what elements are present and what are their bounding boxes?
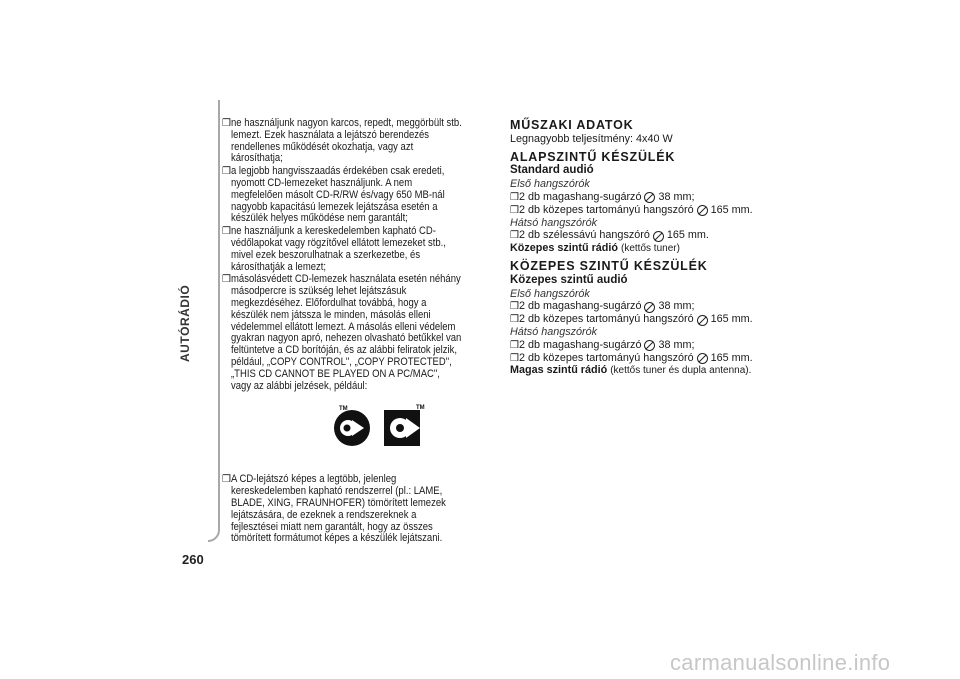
copy-protected-logo-right [378, 402, 426, 450]
checkbox-bullet-icon: ❒ [510, 204, 519, 216]
section-title-kozep: KÖZEPES SZINTŰ KÉSZÜLÉK [510, 258, 708, 273]
side-section-title: AUTÓRÁDIÓ [178, 284, 192, 362]
list-item: ❒ ne használjunk nagyon karcos, repedt, meggörbült stb. lemezt. Ezek használata a lejátszó berendezés rendellenes működését okozhatja, vagy azt károsíthatja; [222, 117, 462, 165]
checkbox-bullet-icon: ❒ [510, 230, 519, 242]
diameter-icon [653, 231, 664, 242]
front-speakers-label: Első hangszórók [510, 287, 590, 300]
diameter-icon [697, 205, 708, 216]
spec-row: ❒ 2 db szélessávú hangszóró 165 mm. [510, 229, 709, 242]
list-item: ❒ A CD-lejátszó képes a legtöbb, jelenleg kereskedelemben kapható rendszerrel (pl.: LAME, BLADE, XING, FRAUNHOFER) tömörített lemezek lejátszására, de ezeknek a rendszereknek a fejlesztései miatt nem garantált, hogy az összes tömörített formátumot képes a készülék lejátszani. [222, 473, 446, 545]
rear-speakers-label: Hátsó hangszórók [510, 216, 598, 229]
spec-row: ❒ 2 db közepes tartományú hangszóró 165 mm. [510, 313, 753, 326]
spec-row: ❒ 2 db közepes tartományú hangszóró 165 mm. [510, 203, 753, 216]
watermark: carmanualsonline.info [670, 650, 891, 675]
checkbox-bullet-icon: ❒ [222, 166, 231, 178]
checkbox-bullet-icon: ❒ [222, 474, 231, 486]
right-column [510, 114, 760, 383]
checkbox-bullet-icon: ❒ [510, 191, 519, 203]
spec-row: ❒ 2 db magashang-sugárzó 38 mm; [510, 300, 695, 313]
spec-row: ❒ 2 db magashang-sugárzó 38 mm; [510, 338, 695, 351]
checkbox-bullet-icon: ❒ [222, 118, 231, 129]
trademark-label: TM [416, 405, 425, 412]
trademark-label: TM [339, 406, 348, 413]
list-item: ❒ ne használjunk a kereskedelemben kapható CD-védőlapokat vagy rögzítővel ellátott lemezeket stb., mivel ezek beszorulhatnak a szerkezetbe, és károsíthatják a lemezt; [222, 225, 446, 273]
front-speakers-label: Első hangszórók [510, 178, 590, 191]
spec-row: ❒ 2 db magashang-sugárzó 38 mm; [510, 190, 695, 203]
max-power-text: Legnagyobb teljesítmény: 4x40 W [510, 132, 673, 145]
checkbox-bullet-icon: ❒ [222, 274, 231, 286]
section-title-muszaki: MŰSZAKI ADATOK [510, 118, 634, 132]
audio-level-title: Standard audió [510, 164, 594, 177]
audio-level-title: Közepes szintű audió [510, 273, 628, 286]
radio-level: Közepes szintű rádió (kettős tuner) [510, 242, 680, 255]
diameter-icon [644, 192, 655, 203]
checkbox-bullet-icon: ❒ [222, 226, 231, 238]
list-item: ❒ másolásvédett CD-lemezek használata esetén néhány másodpercre is szükség lehet lejátszásuk megkezdéséhez. Előfordulhat továbbá, hogy a készülék nem játssza le minden, másolás elleni védelemmel ellátott lemezt. A másolás elleni védelem gyakran nagyon apró, nehezen olvasható betűkkel van feltüntetve a CD borítóján, és az alábbi feliratok jelzik, például, „COPY CONTROL", „COPY PROTECTED", „THIS CD CANNOT BE PLAYED ON A PC/MAC", vagy az alábbi jelzések, például: [222, 273, 462, 392]
section-title-alap: ALAPSZINTŰ KÉSZÜLÉK [510, 149, 676, 164]
checkbox-bullet-icon: ❒ [510, 339, 519, 351]
page-frame-line [208, 100, 220, 542]
copy-protected-logo-left [328, 402, 376, 450]
list-item: ❒ a legjobb hangvisszaadás érdekében csak eredeti, nyomott CD-lemezeket használjunk. A nem megfelelően másolt CD-R/RW és/vagy 650 MB-nál nagyobb kapacitású lemezek lejátszása esetén a készülék helyes működése nem garantált; [222, 165, 445, 225]
radio-level: Magas szintű rádió (kettős tuner és dupla antenna). [510, 364, 752, 377]
left-column [222, 118, 494, 546]
checkbox-bullet-icon: ❒ [510, 301, 519, 313]
diameter-icon [697, 353, 708, 364]
diameter-icon [697, 315, 708, 326]
page-number: 260 [182, 552, 204, 567]
rear-speakers-label: Hátsó hangszórók [510, 325, 598, 338]
checkbox-bullet-icon: ❒ [510, 352, 519, 364]
diameter-icon [644, 340, 655, 351]
spec-row: ❒ 2 db közepes tartományú hangszóró 165 mm. [510, 351, 753, 364]
copy-protection-logos [260, 402, 494, 464]
checkbox-bullet-icon: ❒ [510, 314, 519, 326]
diameter-icon [644, 302, 655, 313]
